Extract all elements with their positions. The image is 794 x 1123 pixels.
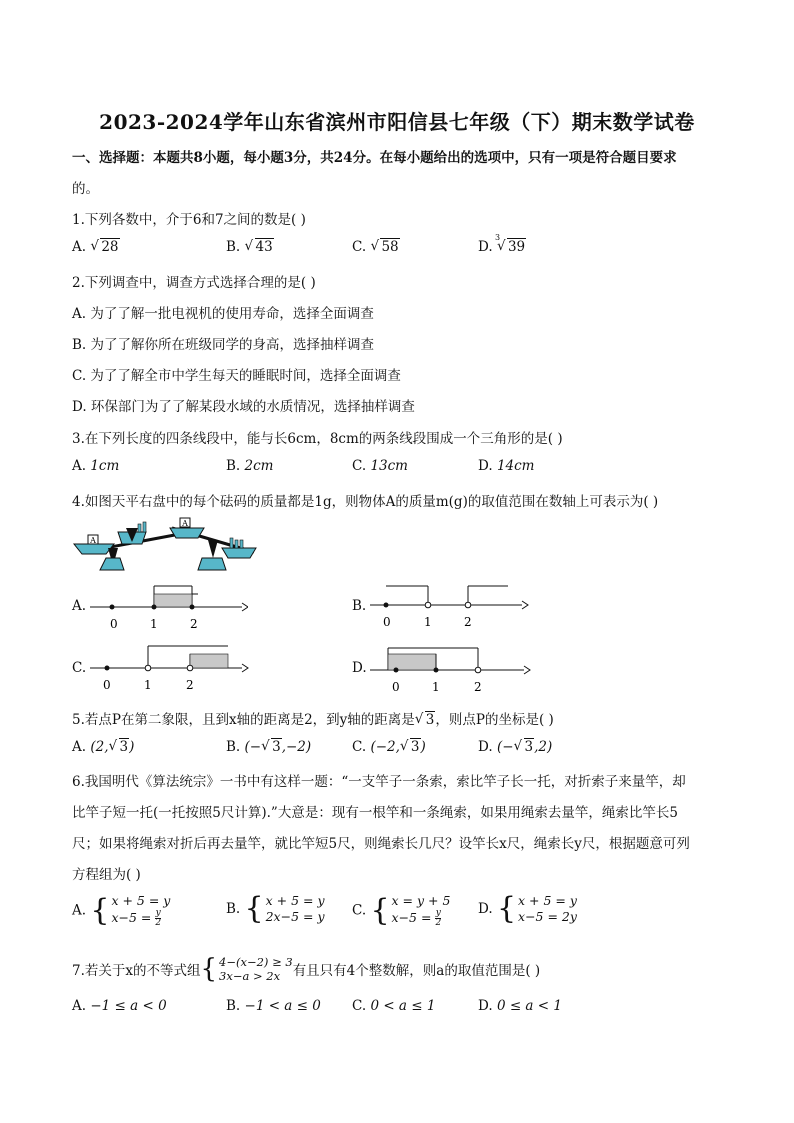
question-1-stem: 1.下列各数中，介于6和7之间的数是( ) [72,212,306,228]
q5-option-c: C. (−2,√ 3) [352,739,426,755]
question-6-line-3: 尺；如果将绳索对折后再去量竿，就比竿短5尺，则绳索长几尺？设竿长x尺，绳索长y尺，根据题意可列 [72,836,690,852]
balance-scale-1 [74,522,180,570]
page-title: 2023-2024学年山东省滨州市阳信县七年级（下）期末数学试卷 [99,110,695,134]
q6-option-a: A. { x + 5 = y x−5 = $\frac{y}{2}$ [72,892,171,928]
q5-option-b: B. (−√ 3,−2) [226,739,311,755]
q4-option-a-label: A. [72,598,87,614]
cube-root-symbol: √ 3 39 [497,239,526,255]
q7-option-a: A. −1 ≤ a < 0 [72,998,167,1014]
svg-text:0: 0 [103,678,111,692]
svg-text:2: 2 [474,680,482,694]
q4-number-line-b [368,576,530,634]
balance-scale-2 [170,518,256,570]
q3-option-c: C. 13cm [352,458,408,474]
q2-option-b: B. 为了了解你所在班级同学的身高，选择抽样调查 [72,337,375,353]
q4-option-b-label: B. [352,598,367,614]
q4-option-c-label: C. [72,660,87,676]
q7-option-d: D. 0 ≤ a < 1 [478,998,562,1014]
sqrt-symbol: √ 43 [245,239,274,255]
sqrt-symbol: √ 28 [90,239,119,255]
question-6-line-4: 方程组为( ) [72,867,141,883]
svg-text:1: 1 [432,680,440,694]
svg-text:2: 2 [190,617,198,631]
q4-option-d-label: D. [352,660,367,676]
q4-number-line-c [88,638,250,696]
sqrt-symbol: √ 3 [415,712,436,728]
question-3-stem: 3.在下列长度的四条线段中，能与长6cm，8cm的两条线段围成一个三角形的是( ) [72,431,563,447]
q3-option-a: A. 1cm [72,458,120,474]
q3-option-d: D. 14cm [478,458,535,474]
q7-option-c: C. 0 < a ≤ 1 [352,998,436,1014]
q6-option-c: C. { x = y + 5 x−5 = $\frac{y}{2}$ [352,892,451,928]
q1-option-c: C. √ 58 [352,239,400,255]
q5-option-d: D. (−√ 3,2) [478,739,552,755]
question-5-stem: 5.若点P在第二象限，且到x轴的距离是2，到y轴的距离是√ 3，则点P的坐标是( ) [72,708,554,728]
section-heading-cont: 的。 [72,181,99,197]
section-heading: 一、选择题：本题共8小题，每小题3分，共24分。在每小题给出的选项中，只有一项是符合题目要求 [72,150,677,166]
q4-number-line-d [368,640,534,698]
sqrt-symbol: √ 58 [370,239,399,255]
svg-text:1: 1 [144,678,152,692]
q2-option-d: D. 环保部门为了了解某段水域的水质情况，选择抽样调查 [72,399,415,415]
svg-text:A: A [90,536,96,545]
q5-option-a: A. (2,√ 3) [72,739,134,755]
q6-option-b: B. { x + 5 = y 2x−5 = y [226,891,325,926]
svg-text:1: 1 [150,617,158,631]
question-6-line-1: 6.我国明代《算法统宗》一书中有这样一题：“一支竿子一条索，索比竿子长一托，对折索子来量竿，却 [72,774,686,790]
svg-text:A: A [182,519,188,528]
q2-option-c: C. 为了了解全市中学生每天的睡眠时间，选择全面调查 [72,368,401,384]
question-7-stem: 7.若关于x的不等式组 { 4−(x−2) ≥ 3 3x−a > 2x 有且只有4个整数解，则a的取值范围是( ) [72,954,541,984]
q3-option-b: B. 2cm [226,458,274,474]
q1-option-b: B. √ 43 [226,239,274,255]
q1-option-a: A. √ 28 [72,239,120,255]
q1-option-d: D. √ 3 39 [478,239,526,255]
svg-text:0: 0 [392,680,400,694]
svg-text:1: 1 [424,615,432,629]
q6-option-d: D. { x + 5 = y x−5 = 2y [478,891,577,926]
svg-text:2: 2 [464,615,472,629]
q7-option-b: B. −1 < a ≤ 0 [226,998,321,1014]
question-4-stem: 4.如图天平右盘中的每个砝码的质量都是1g，则物体A的质量m(g)的取值范围在数轴上可表示为( ) [72,494,659,510]
question-6-line-2: 比竿子短一托(一托按照5尺计算).”大意是：现有一根竿和一条绳索，如果用绳索去量竿，绳索比竿长5 [72,805,678,821]
svg-text:2: 2 [186,678,194,692]
q2-option-a: A. 为了了解一批电视机的使用寿命，选择全面调查 [72,306,374,322]
balance-scales-figure [70,512,260,572]
svg-text:0: 0 [383,615,391,629]
q4-number-line-a [88,576,248,634]
question-2-stem: 2.下列调查中，调查方式选择合理的是( ) [72,275,316,291]
svg-text:0: 0 [110,617,118,631]
